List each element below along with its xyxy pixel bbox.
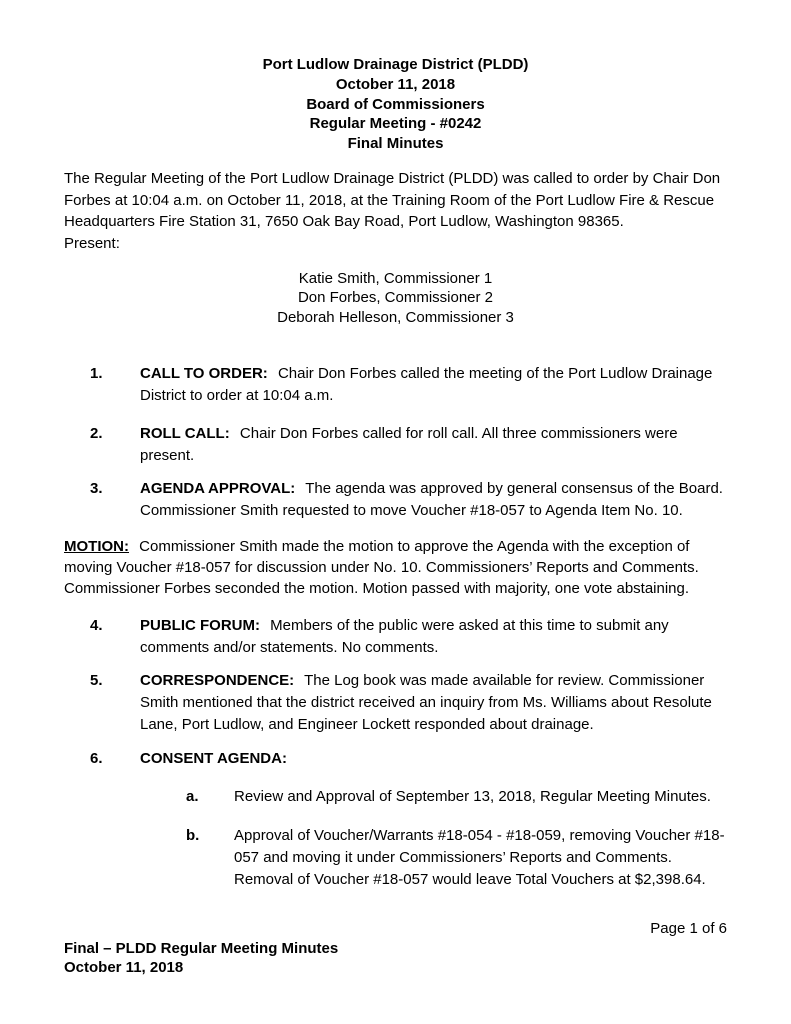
item-body — [140, 363, 727, 407]
minutes-status: Final Minutes — [347, 135, 444, 153]
subitem-text: Approval of Voucher/Warrants #18-054 - #18-059, removing Voucher #18-057 and moving it under Commissioners’ Reports and Comments. — [234, 827, 725, 866]
item-body — [140, 478, 727, 522]
motion-paragraph — [64, 536, 727, 599]
subitem-letter: a. — [186, 788, 199, 806]
footer-title: Final – PLDD Regular Meeting Minutes — [64, 939, 339, 957]
item-body — [140, 748, 727, 770]
item-label: CONSENT AGENDA: — [140, 749, 287, 767]
attendee-line: Don Forbes, Commissioner 2 — [297, 289, 494, 307]
subitem-text: Removal of Voucher #18-057 would leave Total Vouchers at $2,398.64. — [234, 870, 706, 888]
meeting-number: Regular Meeting - #0242 — [309, 115, 482, 133]
subitem-letter: b. — [186, 827, 200, 845]
agenda-item-1 — [64, 363, 727, 407]
item-text: The Log book was made available for review. Commissioner Smith mentioned that the district received an inquiry from Ms. Williams about Resolute Lane, Port Ludlow, and Engineer Lockett responded about drainage. — [140, 672, 712, 733]
item-label: CORRESPONDENCE: — [140, 672, 295, 690]
item-body — [140, 670, 727, 735]
item-number: 2. — [90, 424, 103, 442]
document-title: Port Ludlow Drainage District (PLDD) — [262, 56, 529, 73]
board-name: Board of Commissioners — [306, 95, 485, 113]
item-number: 4. — [90, 616, 103, 634]
footer-page-number: Page 1 of 6 — [650, 920, 727, 937]
item-text: Members of the public were asked at this time to submit any comments and/or statements. No comments. — [140, 616, 669, 656]
subitem-body — [234, 825, 727, 890]
item-number: 6. — [90, 749, 103, 767]
item-number: 5. — [90, 672, 103, 690]
agenda-item-3 — [64, 478, 727, 522]
item-label: AGENDA APPROVAL: — [140, 480, 296, 498]
agenda-item-4 — [64, 615, 727, 659]
item-number: 3. — [90, 480, 103, 498]
item-text: The agenda was approved by general consensus of the Board. Commissioner Smith requested to move Voucher #18-057 to Agenda Item No. 10. — [140, 480, 723, 520]
item-label: CALL TO ORDER: — [140, 365, 268, 383]
item-body — [140, 423, 727, 467]
intro-text: The Regular Meeting of the Port Ludlow Drainage District (PLDD) was called to order by Chair Don Forbes at 10:04 a.m. on October 11, 2018, at the Training Room of the Port Ludlow Fire & Rescue Headquarters Fire Station 31, 7650 Oak Bay Road, Port Ludlow, Washington 98365. — [64, 169, 721, 231]
document-title-block — [64, 55, 727, 154]
agenda-item-5 — [64, 670, 727, 735]
page-footer — [64, 920, 727, 978]
consent-subitem-a — [186, 786, 727, 808]
item-number: 1. — [90, 365, 103, 383]
motion-text: Commissioner Smith made the motion to approve the Agenda with the exception of moving Voucher #18-057 for discussion under No. 10. Commissioners’ Reports and Comments. Commissioner Forbes seconded the motion. Motion passed with majority, one vote abstaining. — [64, 537, 699, 597]
meeting-date: October 11, 2018 — [335, 75, 456, 93]
intro-paragraph — [64, 168, 727, 255]
agenda-item-2 — [64, 423, 727, 467]
footer-date: October 11, 2018 — [64, 959, 184, 977]
motion-label: MOTION: — [64, 537, 129, 555]
item-label: ROLL CALL: — [140, 424, 230, 442]
subitem-text: Review and Approval of September 13, 2018, Regular Meeting Minutes. — [234, 788, 711, 806]
item-text: Chair Don Forbes called the meeting of the Port Ludlow Drainage District to order at 10:04 a.m. — [140, 365, 713, 405]
item-body — [140, 615, 727, 659]
item-text: Chair Don Forbes called for roll call. All three commissioners were present. — [140, 424, 678, 464]
item-label: PUBLIC FORUM: — [140, 616, 260, 634]
present-label: Present: — [64, 235, 120, 253]
agenda-item-6 — [64, 748, 727, 770]
consent-subitem-b — [186, 825, 727, 890]
attendee-list — [64, 269, 727, 328]
attendee-line: Katie Smith, Commissioner 1 — [298, 269, 493, 287]
subitem-body — [234, 786, 727, 808]
attendee-line: Deborah Helleson, Commissioner 3 — [277, 308, 514, 326]
